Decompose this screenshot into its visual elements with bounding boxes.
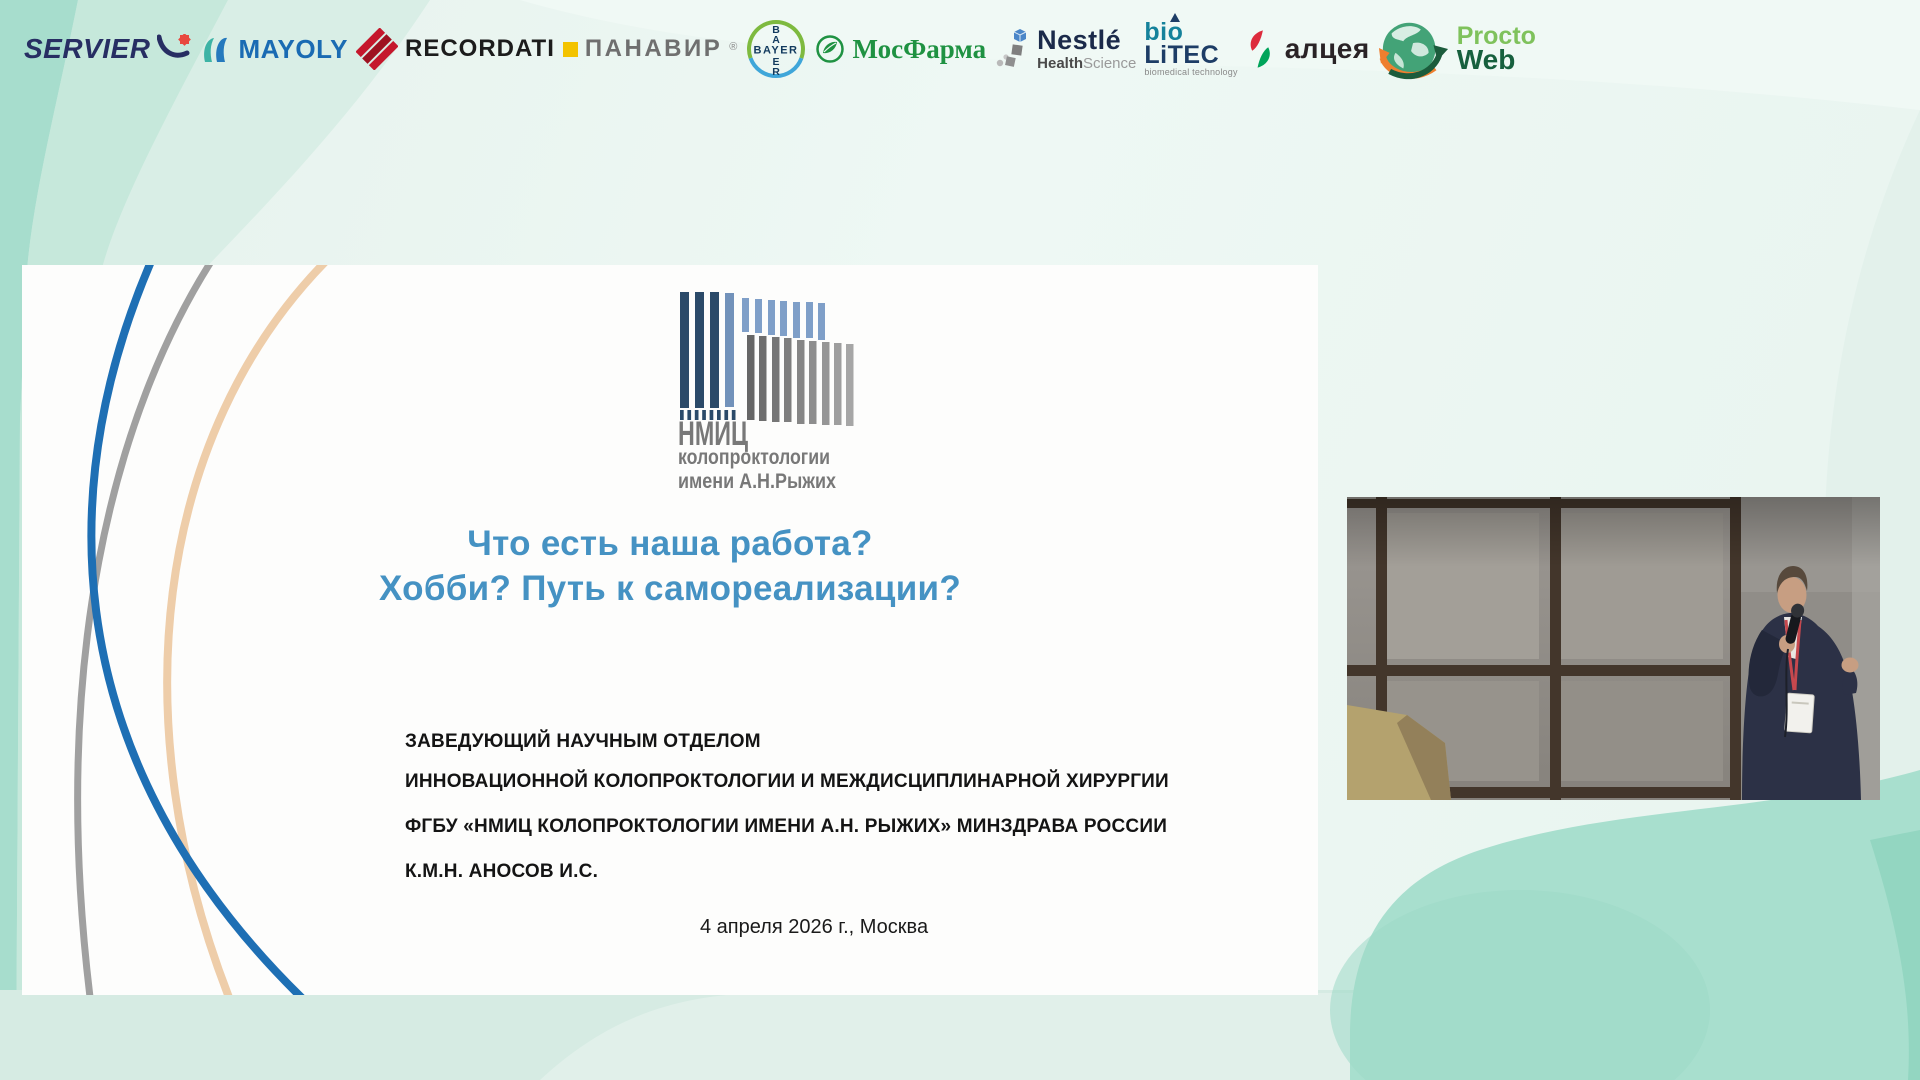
slide-title-line2: Хобби? Путь к самореализации?	[378, 569, 962, 608]
sponsor-logo-bayer	[745, 18, 807, 80]
org-logo-line3: имени А.Н.Рыжих	[678, 470, 837, 492]
logo-light-bar	[725, 293, 734, 407]
tan-curve	[167, 265, 330, 995]
slide-decorative-curves	[22, 265, 1318, 995]
nestle-text-block	[1037, 27, 1136, 71]
sponsor-logo-mosfarma	[815, 34, 986, 65]
servier-wordmark: SERVIER	[24, 33, 151, 64]
servier-swoosh-star-icon	[157, 34, 191, 64]
slide-title	[22, 521, 1318, 611]
speaker-video-feed	[1347, 497, 1880, 800]
mayoly-wordmark: MAYOLY	[238, 33, 348, 64]
speaker-affiliation: ФГБУ «НМИЦ КОЛОПРОКТОЛОГИИ ИМЕНИ А.Н. РЫЖИХ» МИНЗДРАВА РОССИИ	[405, 816, 1168, 837]
nestle-subtitle	[1037, 56, 1136, 71]
speaker-name: К.М.Н. АНОСОВ И.С.	[405, 861, 599, 882]
mosfarma-wordmark: МосФарма	[852, 33, 987, 64]
sponsor-logo-panavir	[563, 35, 737, 63]
speaker-position-line1: ЗАВЕДУЮЩИЙ НАУЧНЫМ ОТДЕЛОМ	[405, 731, 761, 752]
wall-panel	[1561, 681, 1723, 781]
slide-title-line1: Что есть наша работа?	[467, 524, 873, 563]
biolitec-text-block	[1144, 18, 1238, 78]
bayer-letter: B	[772, 24, 781, 36]
alcea-wordmark: алцея	[1284, 33, 1370, 64]
proctoweb-procto: Procto	[1456, 22, 1536, 51]
registered-mark: ®	[729, 41, 738, 53]
biolitec-subtitle: biomedical technology	[1144, 67, 1238, 78]
recordati-icon	[356, 28, 398, 70]
biolitec-triangle-icon	[1170, 13, 1180, 22]
sponsor-bar	[24, 6, 1536, 92]
panavir-square-icon	[563, 42, 578, 57]
video-scene	[1347, 497, 1880, 800]
logo-dark-bars	[680, 292, 719, 408]
proctoweb-web: Web	[1456, 43, 1516, 75]
blue-curve	[91, 265, 304, 995]
nmic-org-logo	[678, 292, 863, 492]
sponsor-logo-biolitec	[1144, 18, 1238, 78]
recordati-wordmark: RECORDATI	[404, 35, 555, 62]
logo-short-blue-bars	[742, 298, 825, 340]
biolitec-bio: bio	[1144, 18, 1184, 47]
sponsor-logo-proctoweb	[1378, 14, 1536, 84]
nestle-sub-health: Health	[1037, 55, 1083, 72]
bayer-letter: A	[772, 34, 781, 46]
org-logo-line1: НМИЦ	[678, 415, 749, 453]
presentation-slide	[22, 265, 1318, 995]
panavir-wordmark: ПАНАВИР	[584, 35, 723, 62]
nestle-wordmark: Nestlé	[1037, 25, 1122, 55]
proctoweb-text-block	[1456, 22, 1536, 75]
sponsor-logo-servier	[24, 33, 191, 65]
bayer-wordmark: BAYER	[753, 44, 799, 57]
gesture-hand	[1842, 658, 1859, 673]
biolitec-litec: LiTEC	[1144, 40, 1220, 69]
bayer-letter: R	[772, 66, 781, 78]
mayoly-icon	[199, 35, 231, 63]
bayer-letter: E	[772, 56, 780, 68]
video-vignette	[1347, 497, 1880, 567]
badge	[1785, 693, 1815, 733]
sponsor-logo-nestle	[994, 27, 1136, 71]
bottom-light-arc	[540, 993, 1400, 1080]
logo-gray-bars	[747, 335, 854, 426]
proctoweb-globe-icon	[1378, 14, 1450, 84]
sponsor-logo-alcea	[1246, 27, 1370, 71]
speaker-position-line2: ИННОВАЦИОННОЙ КОЛОПРОКТОЛОГИИ И МЕЖДИСЦИПЛИНАРНОЙ ХИРУРГИИ	[405, 771, 1169, 792]
bayer-cross-icon	[745, 18, 807, 80]
alcea-swirl-icon	[1246, 27, 1278, 71]
sponsor-logo-mayoly	[199, 34, 347, 65]
nestle-molecule-icon	[994, 27, 1030, 71]
sponsor-logo-recordati	[356, 28, 555, 70]
slide-date-location: 4 апреля 2026 г., Москва	[699, 916, 929, 938]
org-logo-line2: колопроктологии	[678, 446, 830, 469]
nestle-sub-science: Science	[1082, 55, 1137, 72]
mosfarma-leaf-icon	[815, 34, 845, 64]
